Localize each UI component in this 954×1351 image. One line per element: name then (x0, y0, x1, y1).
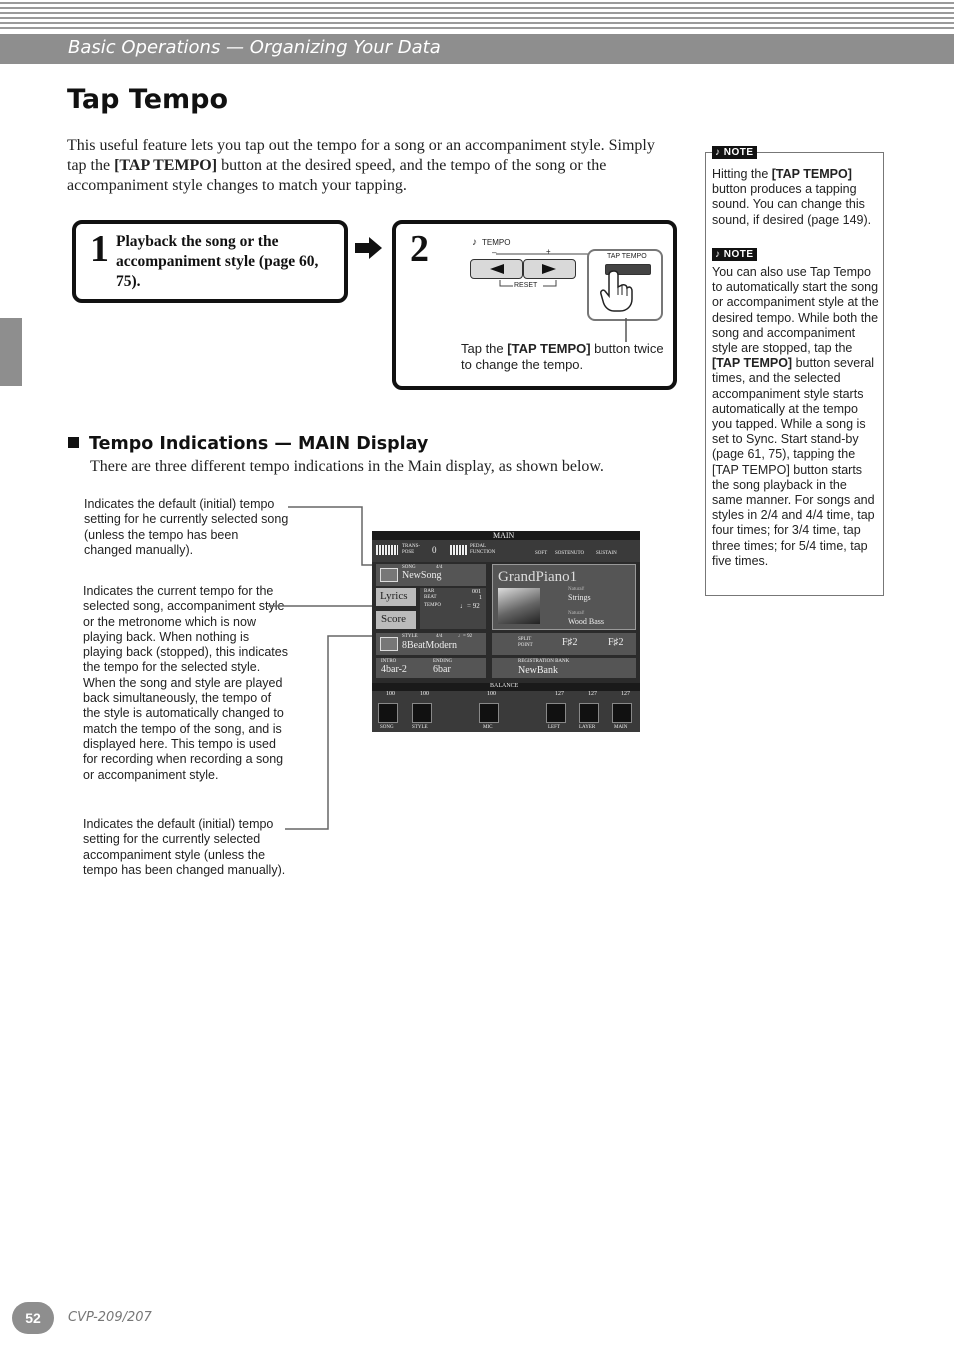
main-display-screenshot (372, 531, 640, 732)
callout-song-default-tempo: Indicates the default (initial) tempo setting for he currently selected song (unless the tempo has been changed manually). (84, 497, 289, 557)
pedal-label: PEDAL FUNCTION (470, 544, 496, 555)
display-title: MAIN (493, 531, 515, 540)
voice-left-label: Natural! (568, 611, 585, 616)
page-title: Tap Tempo (67, 84, 229, 115)
song-label: SONG (402, 565, 416, 570)
fader-mic (479, 703, 499, 723)
balance-value-mic: 100 (487, 691, 496, 697)
pedal-soft: SOFT (535, 551, 548, 556)
tempo-label-display: TEMPO (424, 603, 441, 608)
bar-value: 001 (472, 589, 481, 595)
fader-layer (579, 703, 599, 723)
step-1-number: 1 (90, 228, 109, 270)
section-title: Basic Operations — Organizing Your Data (68, 37, 441, 58)
tempo-label: TEMPO (482, 238, 511, 247)
metronome-icon: ♪ (472, 237, 477, 248)
pedal-sostenuto: SOSTENUTO (555, 551, 585, 556)
model-name: CVP-209/207 (68, 1310, 152, 1325)
transpose-label: TRANS-POSE (402, 544, 421, 555)
callout-current-tempo: Indicates the current tempo for the selected song, accompaniment style or the metronome which is now playing back. When nothing is playing back (stopped), this indicates the tempo for the selected style. When the song and style are played back simultaneously, the tempo of the style is automatically changed to match the tempo of the song, and is displayed here. This tempo is used for recording when recording a song or accompaniment style. (83, 584, 288, 782)
style-label: STYLE (402, 634, 418, 639)
balance-label-layer: LAYER (579, 725, 596, 730)
note-1-text: Hitting the [TAP TEMPO] button produces a tapping sound. You can change this sound, if desired (page 149). (712, 167, 872, 227)
song-icon (380, 568, 398, 582)
beat-value: 1 (479, 595, 482, 601)
reset-label: RESET (514, 282, 538, 289)
balance-value-main: 127 (621, 691, 630, 697)
intro-value: 4bar-2 (381, 664, 407, 675)
section-description: There are three different tempo indications in the Main display, as shown below. (90, 458, 604, 475)
page-number: 52 (12, 1302, 54, 1334)
registration-name: NewBank (518, 665, 558, 676)
tempo-plus: + (546, 247, 551, 256)
fader-left (546, 703, 566, 723)
voice-layer-name: Strings (568, 593, 591, 602)
fader-song (378, 703, 398, 723)
balance-label-style: STYLE (412, 725, 428, 730)
split-right-value: F♯2 (608, 637, 624, 648)
registration-label: REGISTRATION BANK (518, 659, 570, 664)
tempo-value-display: ♩= 92 (460, 602, 480, 610)
style-tempo: ♩= 92 (458, 634, 473, 639)
transpose-value: 0 (432, 545, 437, 555)
song-name: NewSong (402, 570, 442, 581)
intro-label: INTRO (381, 659, 397, 664)
balance-value-layer: 127 (588, 691, 597, 697)
note-badge-2: ♪ NOTE (712, 248, 757, 261)
balance-value-left: 127 (555, 691, 564, 697)
split-label: SPLIT POINT (518, 637, 533, 648)
tap-tempo-label: TAP TEMPO (607, 253, 647, 260)
callout-style-default-tempo: Indicates the default (initial) tempo setting for the currently selected accompaniment style (unless the tempo has been changed manually). (83, 817, 286, 877)
voice-layer-label: Natural! (568, 587, 585, 592)
tempo-minus: – (492, 248, 497, 257)
keyboard-icon (376, 545, 398, 555)
pedal-icon (450, 545, 468, 555)
voice-left-name: Wood Bass (568, 617, 605, 626)
style-name: 8BeatModern (402, 640, 457, 651)
style-icon (380, 637, 398, 651)
note-2-text: You can also use Tap Tempo to automatically start the song or accompaniment style at the desired tempo. While both the song and accompaniment style are stopped, tap the [TAP TEMPO] button several times, and the selected accompaniment style starts automatically at the tempo you tapped. While a song is set to Sync. Start stand-by (page 61, 75), tapping the [TAP TEMPO] button starts the song playback in the same manner. For songs and styles in 2/4 and 4/4 time, tap four times; for 3/4 time, tap three times; for 5/4 time, tap five times. (712, 265, 879, 568)
balance-value-style: 100 (420, 691, 429, 697)
balance-title: BALANCE (490, 683, 519, 689)
balance-value-song: 100 (386, 691, 395, 697)
section-heading: Tempo Indications — MAIN Display (68, 434, 428, 454)
note-badge-1: ♪ NOTE (712, 146, 757, 159)
fader-style (412, 703, 432, 723)
fader-main (612, 703, 632, 723)
step-1-text: Playback the song or the accompaniment style (page 60, 75). (116, 233, 319, 290)
balance-label-song: SONG (380, 725, 394, 730)
voice-main-name: GrandPiano1 (498, 569, 578, 585)
step-2-caption: Tap the [TAP TEMPO] button twice to change the tempo. (461, 341, 664, 372)
balance-label-main: MAIN (614, 725, 628, 730)
ending-value: 6bar (433, 664, 451, 675)
intro-paragraph: This useful feature lets you tap out the tempo for a song or an accompaniment style. Simply tap the [TAP TEMPO] button at the desired speed, and the tempo of the song or the accompaniment style changes to match your tapping. (67, 137, 655, 194)
step-2-number: 2 (410, 228, 429, 270)
balance-label-mic: MIC (483, 725, 493, 730)
grand-piano-icon (498, 588, 540, 624)
score-label: Score (381, 613, 407, 625)
ending-label: ENDING (433, 659, 453, 664)
balance-label-left: LEFT (548, 725, 560, 730)
song-time: 4/4 (436, 565, 443, 570)
style-time: 4/4 (436, 634, 443, 639)
lyrics-label: Lyrics (380, 590, 408, 602)
beat-label: BEAT (424, 595, 437, 600)
bar-label: BAR (424, 589, 435, 594)
pedal-sustain: SUSTAIN (596, 551, 617, 556)
split-left-value: F♯2 (562, 637, 578, 648)
